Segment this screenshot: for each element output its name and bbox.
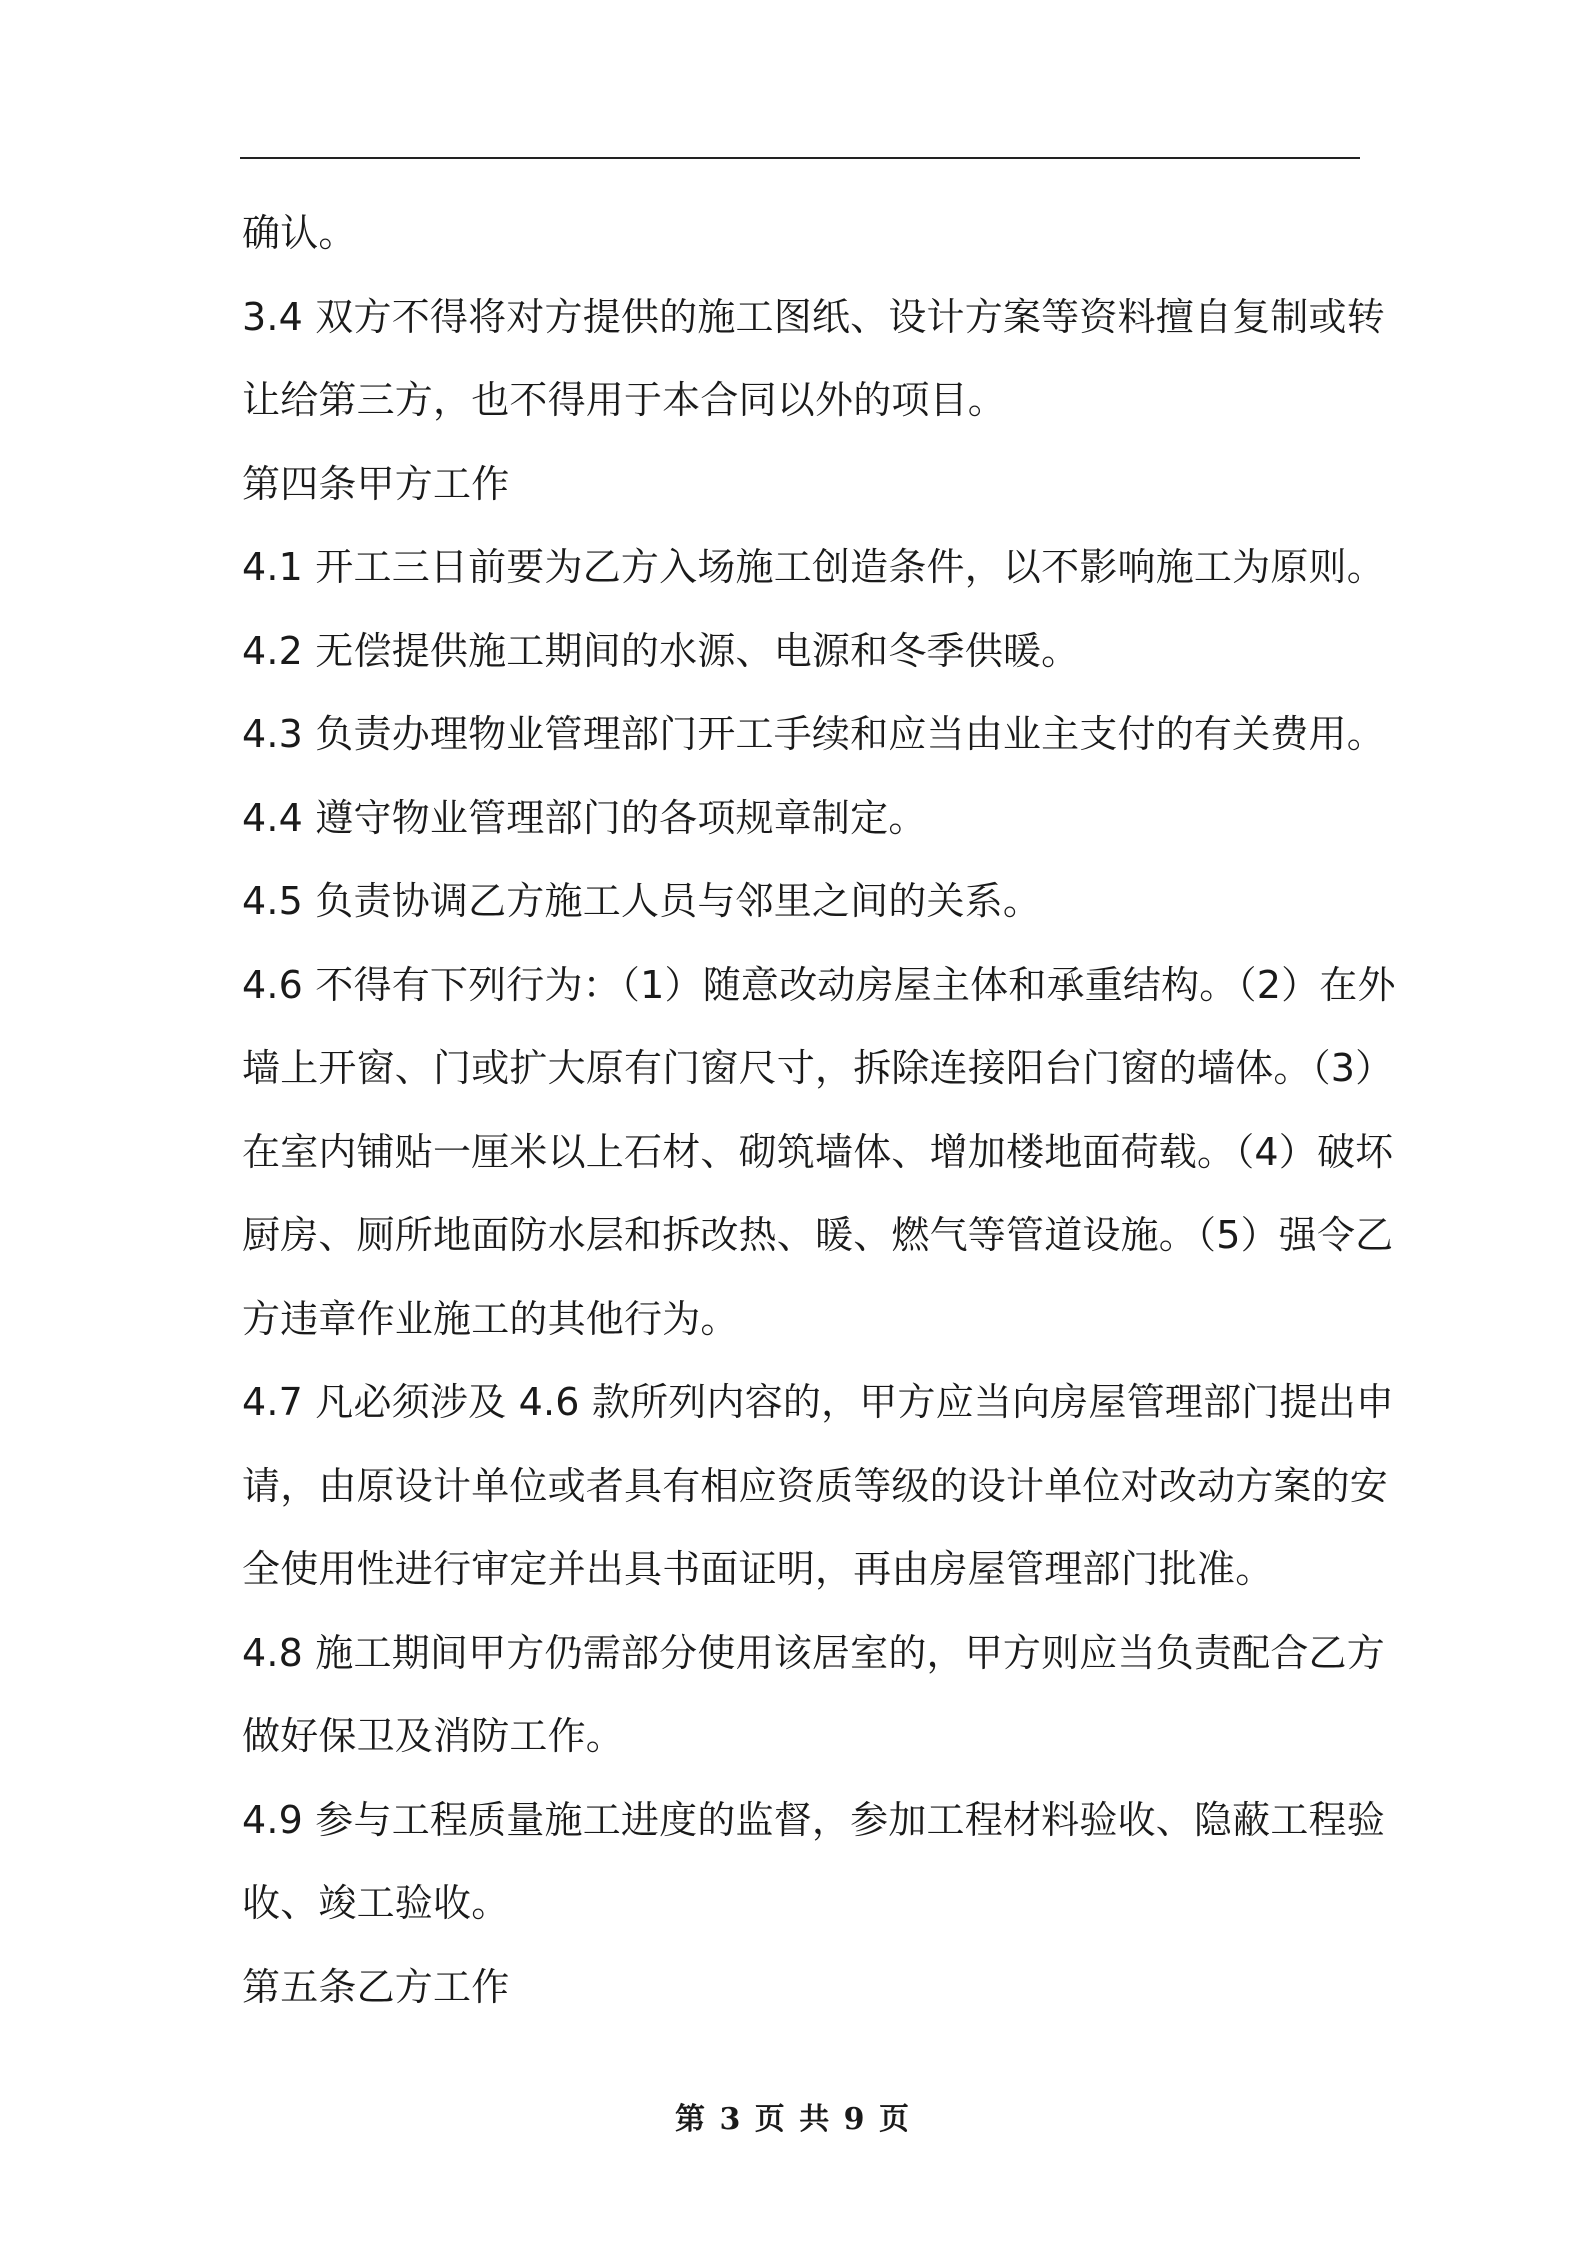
page-number: 第 3 页 共 9 页: [675, 2102, 911, 2137]
text-line: 全使用性进行审定并出具书面证明，再由房屋管理部门批准。: [242, 1547, 1274, 1591]
text-line: 4.9 参与工程质量施工进度的监督，参加工程材料验收、隐蔽工程验: [242, 1797, 1385, 1842]
text-line: 墙上开窗、门或扩大原有门窗尺寸，拆除连接阳台门窗的墙体。（3）: [242, 1046, 1394, 1090]
document-body: [242, 192, 1396, 2029]
text-line: 4.5 负责协调乙方施工人员与邻里之间的关系。: [242, 879, 1042, 923]
text-line: 4.1 开工三日前要为乙方入场施工创造条件，以不影响施工为原则。: [242, 545, 1385, 589]
text-line: 让给第三方，也不得用于本合同以外的项目。: [242, 378, 1007, 422]
section-heading: 第五条乙方工作: [242, 1964, 510, 2009]
text-line: 收、竣工验收。: [242, 1881, 510, 1925]
text-line: 4.8 施工期间甲方仍需部分使用该居室的，甲方则应当负责配合乙方: [242, 1630, 1385, 1675]
text-line: 在室内铺贴一厘米以上石材、砌筑墙体、增加楼地面荷载。（4）破坏: [242, 1129, 1394, 1174]
text-line: 4.3 负责办理物业管理部门开工手续和应当由业主支付的有关费用。: [242, 712, 1385, 756]
text-line: 4.4 遵守物业管理部门的各项规章制定。: [242, 795, 927, 840]
header-divider: [240, 157, 1360, 159]
text-line: 确认。: [242, 211, 357, 255]
text-line: 厨房、厕所地面防水层和拆改热、暖、燃气等管道设施。（5）强令乙: [242, 1213, 1394, 1257]
text-line: 4.6 不得有下列行为：（1）随意改动房屋主体和承重结构。（2）在外: [242, 962, 1396, 1007]
text-line: 请，由原设计单位或者具有相应资质等级的设计单位对改动方案的安: [242, 1463, 1389, 1508]
section-heading: 第四条甲方工作: [242, 461, 510, 506]
text-line: 3.4 双方不得将对方提供的施工图纸、设计方案等资料擅自复制或转: [242, 294, 1385, 339]
text-line: 方违章作业施工的其他行为。: [242, 1296, 739, 1341]
text-line: 4.2 无偿提供施工期间的水源、电源和冬季供暖。: [242, 628, 1080, 673]
text-line: 4.7 凡必须涉及 4.6 款所列内容的，甲方应当向房屋管理部门提出申: [242, 1380, 1395, 1424]
text-line: 做好保卫及消防工作。: [242, 1714, 625, 1758]
